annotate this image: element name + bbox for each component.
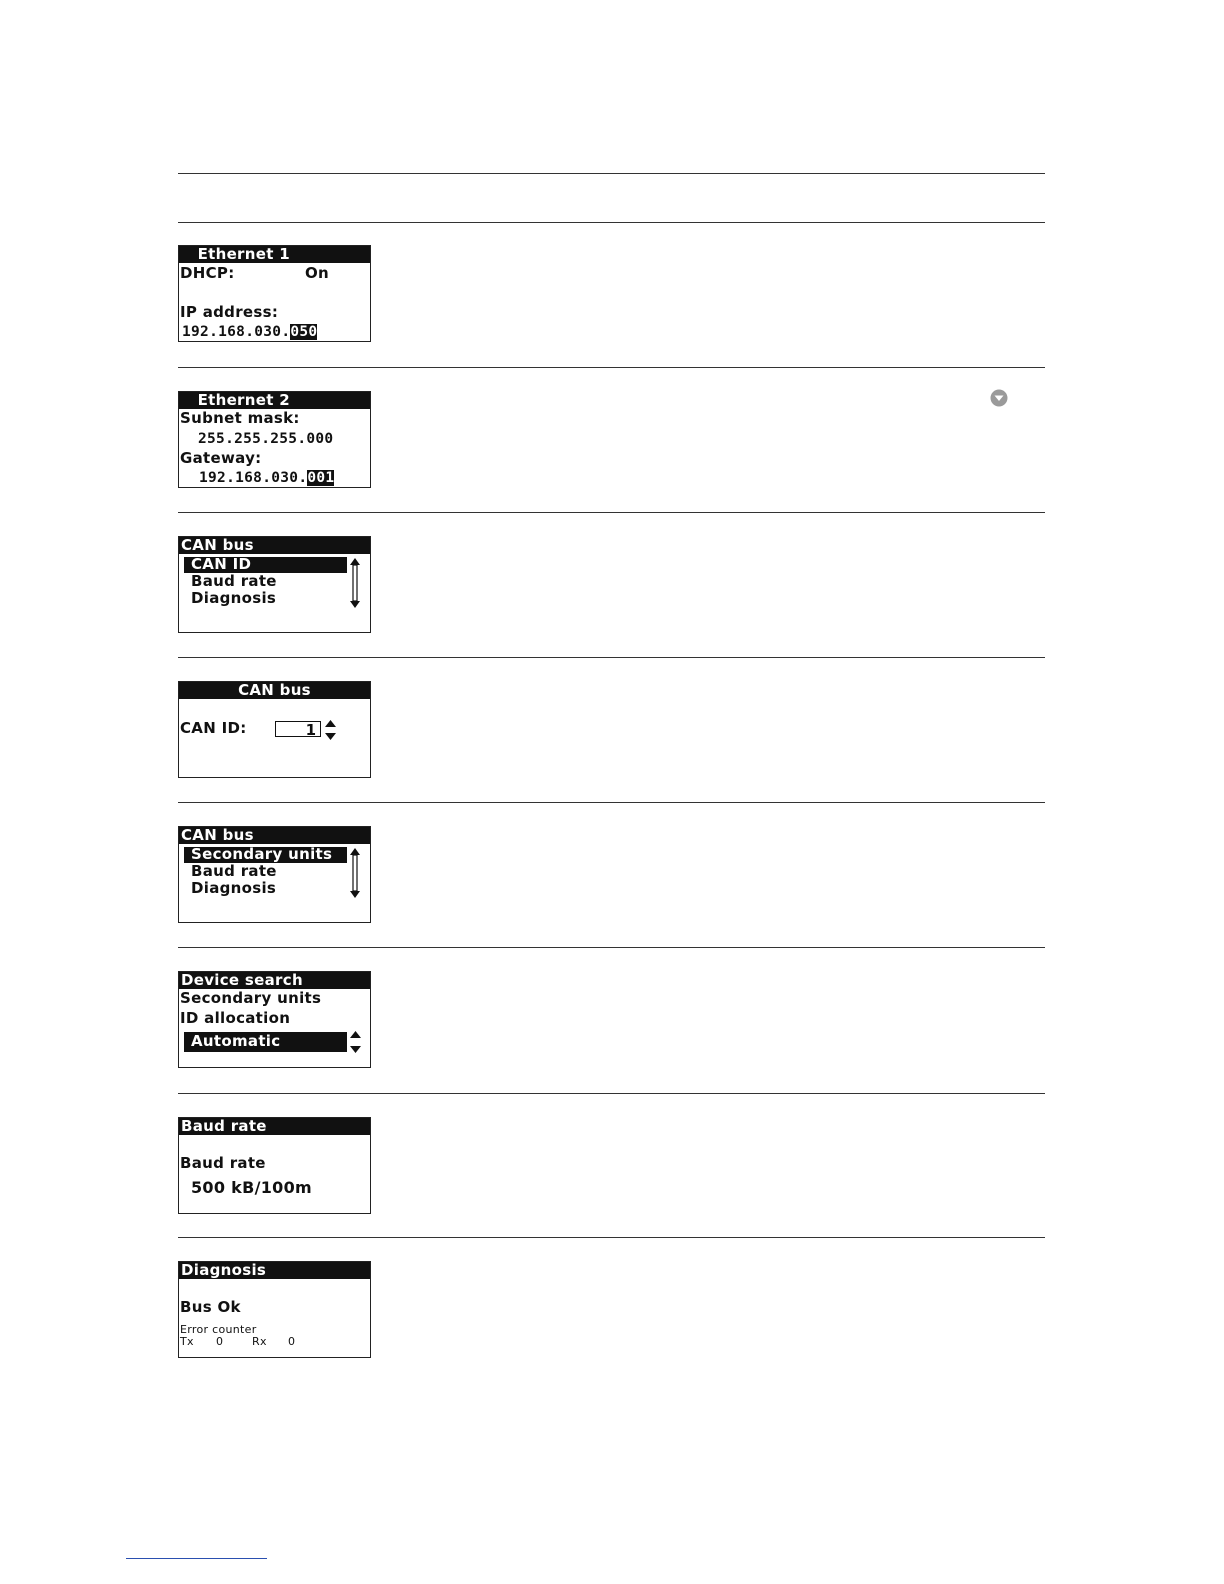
diagnosis-screen xyxy=(178,1261,371,1358)
menu-item-diagnosis[interactable]: Diagnosis xyxy=(191,879,277,897)
baud-rate-label: Baud rate xyxy=(180,1154,266,1172)
row-divider xyxy=(178,367,1045,368)
menu-item-baud-rate[interactable]: Baud rate xyxy=(191,862,277,880)
tx-value: 0 xyxy=(216,1335,224,1348)
gateway-prefix: 192.168.030. xyxy=(199,470,308,486)
subnet-mask-label: Subnet mask: xyxy=(180,409,300,427)
error-counter-label: Error counter xyxy=(180,1323,257,1336)
dhcp-label: DHCP: xyxy=(180,264,235,282)
scroll-arrows-icon[interactable] xyxy=(350,848,360,898)
chevron-down-circle-icon[interactable] xyxy=(990,389,1008,407)
screen-title: CAN bus xyxy=(179,827,370,844)
ip-address-value xyxy=(182,324,317,341)
row-divider xyxy=(178,802,1045,803)
header-rule-top xyxy=(178,173,1045,174)
ip-address-prefix: 192.168.030. xyxy=(182,324,291,340)
row-divider xyxy=(178,1237,1045,1238)
secondary-units-label: Secondary units xyxy=(180,989,322,1007)
header-rule-bottom xyxy=(178,222,1045,223)
baud-rate-screen xyxy=(178,1117,371,1214)
screen-title-text: Ethernet 1 xyxy=(197,245,290,263)
gateway-value xyxy=(199,470,334,487)
ip-address-selected-octet: 050 xyxy=(290,324,318,340)
rx-value: 0 xyxy=(288,1335,296,1348)
screen-title: CAN bus xyxy=(179,682,370,699)
screen-title: Baud rate xyxy=(179,1118,370,1135)
menu-item-diagnosis[interactable]: Diagnosis xyxy=(191,589,277,607)
ethernet1-screen xyxy=(178,245,371,342)
gateway-label: Gateway: xyxy=(180,449,262,467)
device-search-screen xyxy=(178,971,371,1068)
scroll-arrows-icon[interactable] xyxy=(350,558,360,608)
row-divider xyxy=(178,657,1045,658)
gateway-selected-octet: 001 xyxy=(307,470,335,486)
allocation-value[interactable]: Automatic xyxy=(191,1032,281,1050)
screen-title: Device search xyxy=(179,972,370,989)
menu-item-secondary-units[interactable]: Secondary units xyxy=(191,845,333,863)
screen-title-text: Ethernet 2 xyxy=(197,391,290,409)
screen-title xyxy=(179,392,370,409)
screen-title: CAN bus xyxy=(179,537,370,554)
row-divider xyxy=(178,947,1045,948)
ip-address-label: IP address: xyxy=(180,303,279,321)
id-allocation-label: ID allocation xyxy=(180,1009,291,1027)
ethernet2-screen xyxy=(178,391,371,488)
baud-rate-value[interactable]: 500 kB/100m xyxy=(191,1178,313,1197)
canid-screen xyxy=(178,681,371,778)
dhcp-value: On xyxy=(305,264,330,282)
up-down-spinner-icon[interactable] xyxy=(350,1031,361,1053)
screen-title xyxy=(179,246,370,263)
footer-link-underline[interactable] xyxy=(126,1558,267,1559)
row-divider xyxy=(178,512,1045,513)
up-down-spinner-icon[interactable] xyxy=(325,720,336,740)
menu-item-baud-rate[interactable]: Baud rate xyxy=(191,572,277,590)
menu-item-can-id[interactable]: CAN ID xyxy=(191,555,252,573)
canbus-menu-screen xyxy=(178,536,371,633)
row-divider xyxy=(178,1093,1045,1094)
subnet-mask-value: 255.255.255.000 xyxy=(198,431,334,447)
rx-label: Rx xyxy=(252,1335,267,1348)
screen-title: Diagnosis xyxy=(179,1262,370,1279)
can-id-label: CAN ID: xyxy=(180,719,247,737)
canbus-menu2-screen xyxy=(178,826,371,923)
bus-status: Bus Ok xyxy=(180,1298,241,1316)
can-id-field[interactable]: 1 xyxy=(275,721,321,737)
tx-label: Tx xyxy=(180,1335,194,1348)
